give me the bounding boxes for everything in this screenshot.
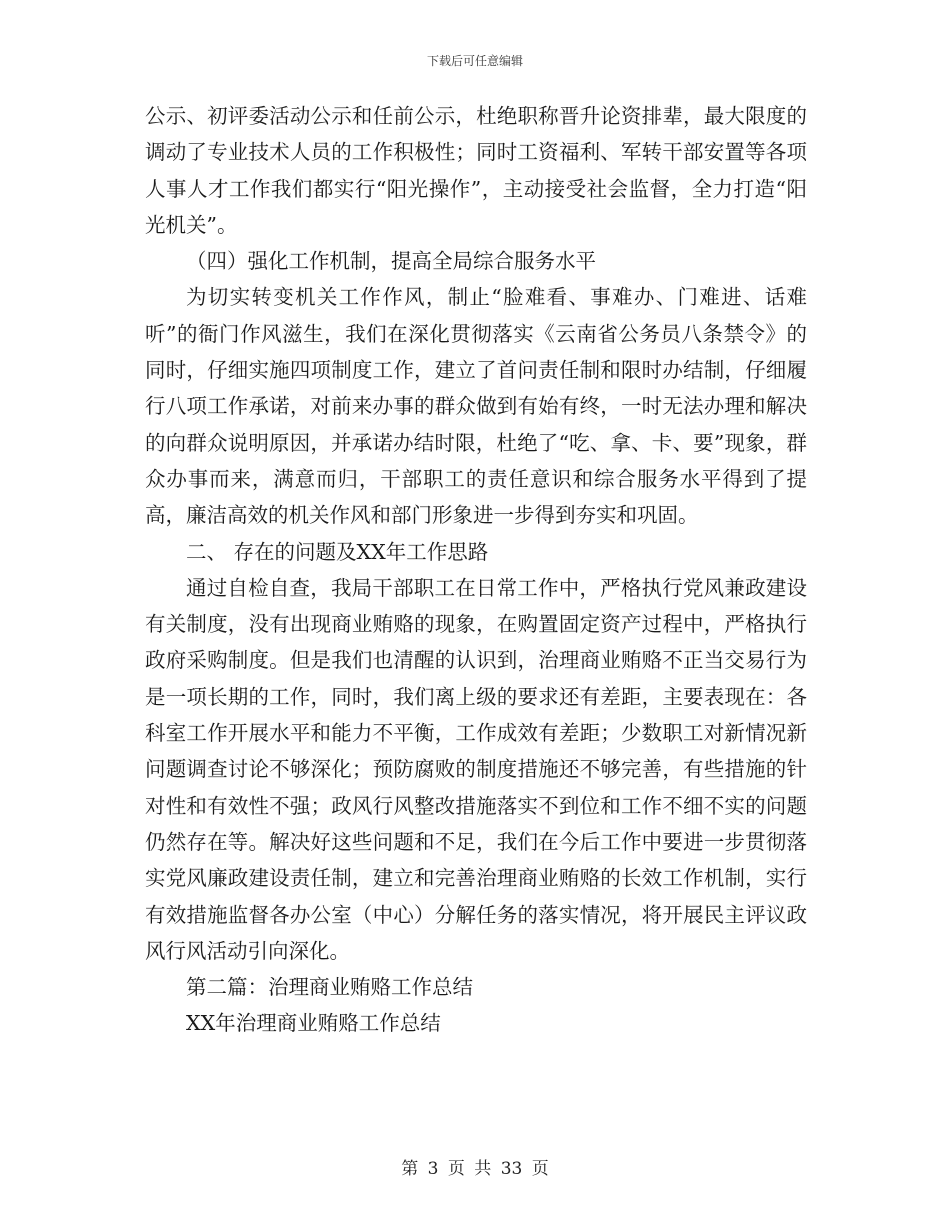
page-header: 下载后可任意编辑	[426, 54, 523, 68]
document-body	[145, 98, 807, 1042]
document-title-xx-year: XX年治理商业贿赂工作总结	[186, 1011, 441, 1036]
paragraph-public-notice: 公示、初评委活动公示和任前公示，杜绝职称晋升论资排辈，最大限度的调动了专业技术人员的工作积极性；同时工资福利、军转干部安置等各项人事人才工作我们都实行“阳光操作”，主动接受社会监督，全力打造“阳光机关”。	[145, 104, 807, 237]
section-heading-four: （四）强化工作机制，提高全局综合服务水平	[186, 249, 596, 274]
paragraph-self-inspection: 通过自检自查，我局干部职工在日常工作中，严格执行党风兼政建设有关制度，没有出现商业贿赂的现象，在购置固定资产过程中，严格执行政府采购制度。但是我们也清醒的认识到，治理商业贿赂不正当交易行为是一项长期的工作，同时，我们离上级的要求还有差距，主要表现在：各科室工作开展水平和能力不平衡，工作成效有差距；少数职工对新情况新问题调查讨论不够深化；预防腐败的制度措施还不够完善，有些措施的针对性和有效性不强；政风行风整改措施落实不到位和工作不细不实的问题仍然存在等。解决好这些问题和不足，我们在今后工作中要进一步贯彻落实党风廉政建设责任制，建立和完善治理商业贿赂的长效工作机制，实行有效措施监督各办公室（中心）分解任务的落实情况，将开展民主评议政风行风活动引向深化。	[145, 575, 807, 963]
paragraph-work-style: 为切实转变机关工作作风，制止“脸难看、事难办、门难进、话难听”的衙门作风滋生，我们在深化贯彻落实《云南省公务员八条禁令》的同时，仔细实施四项制度工作，建立了首问责任制和限时办结制，仔细履行八项工作承诺，对前来办事的群众做到有始有终，一时无法办理和解决的向群众说明原因，并承诺办结时限，杜绝了“吃、拿、卡、要”现象，群众办事而来，满意而归，干部职工的责任意识和综合服务水平得到了提高，廉洁高效的机关作风和部门形象进一步得到夯实和巩固。	[145, 285, 807, 528]
page-number-footer: 第 3 页 共 33 页	[401, 1159, 549, 1179]
chapter-heading-second: 第二篇：治理商业贿赂工作总结	[186, 975, 473, 1000]
section-heading-problems: 二、 存在的问题及XX年工作思路	[186, 539, 489, 564]
